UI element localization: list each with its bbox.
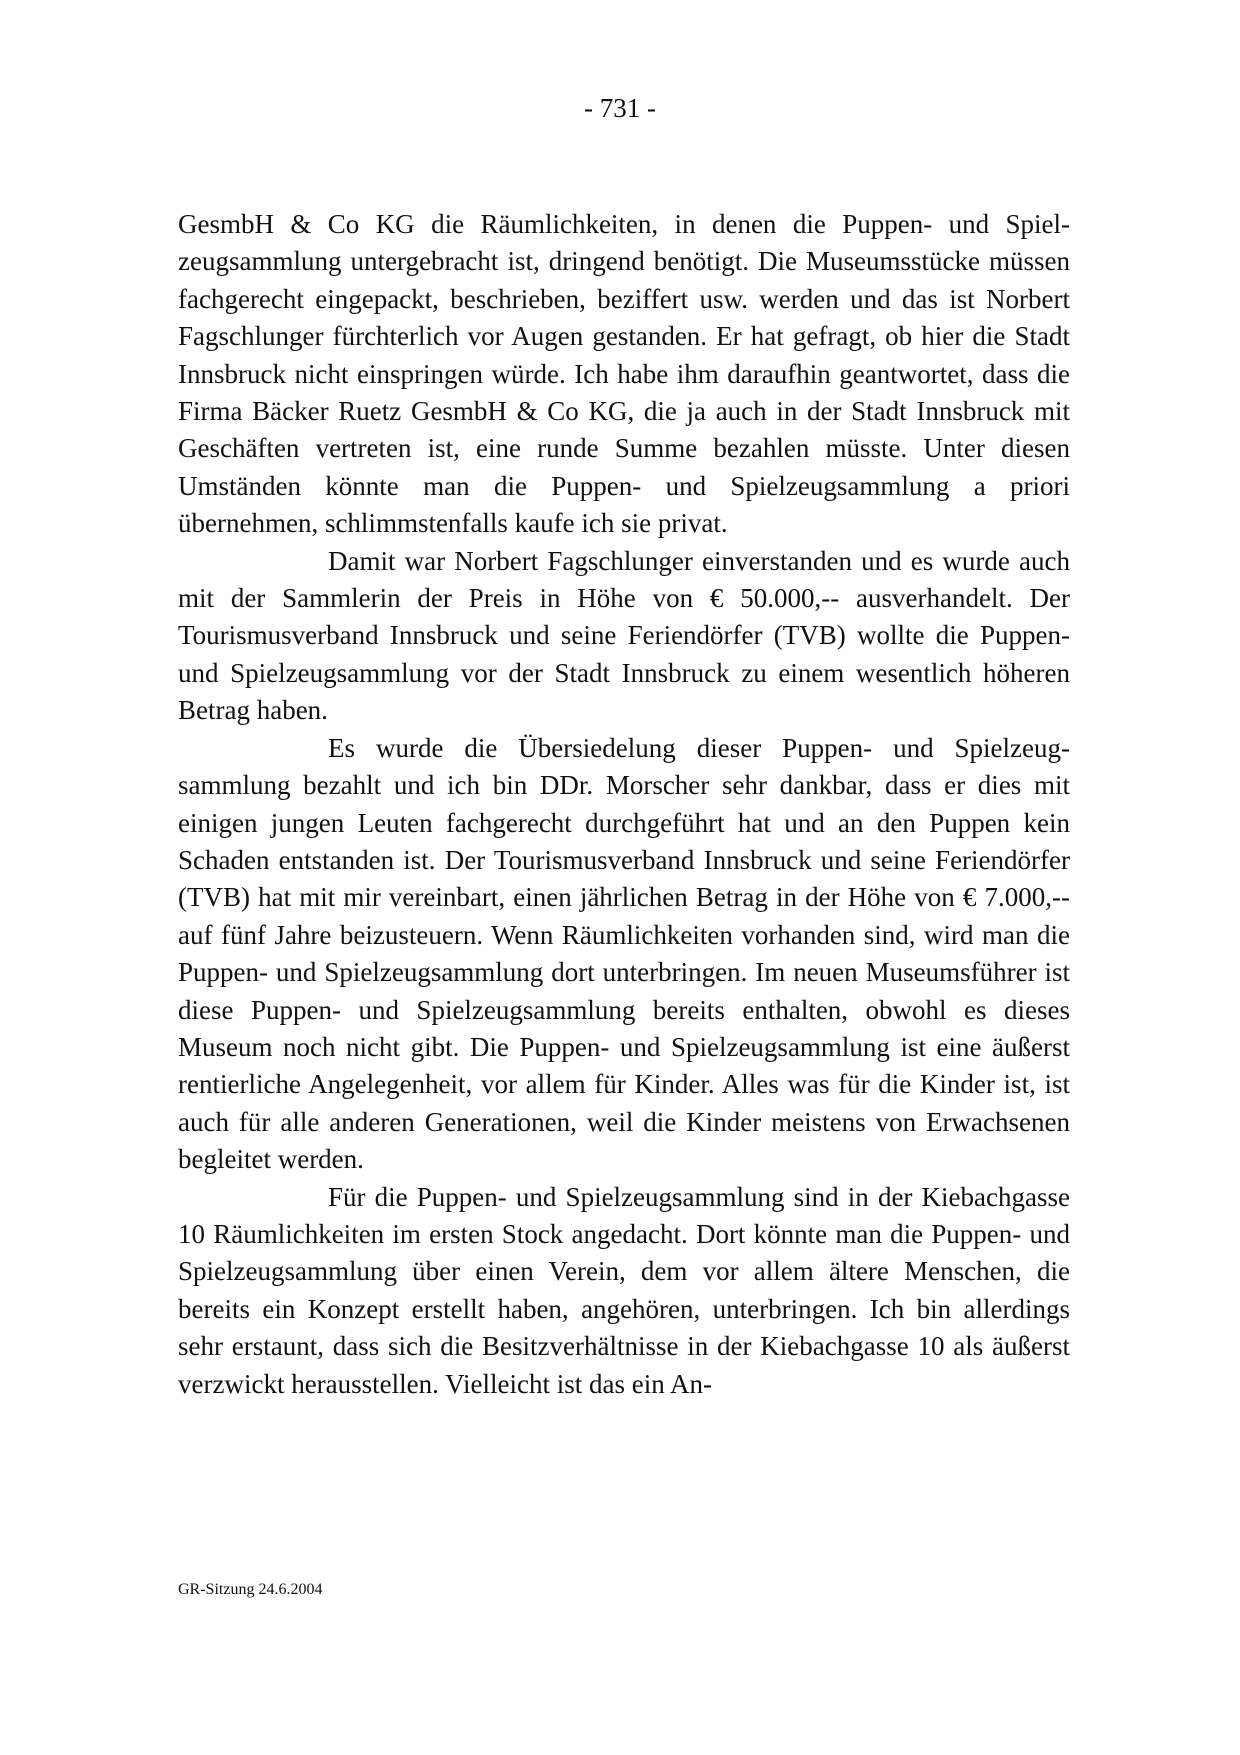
paragraph: Damit war Norbert Fagschlunger einverstanden und es wurde auch mit der Sammlerin der Preis in Höhe von € 50.000,-- ausverhandelt. Der Tourismusverband Innsbruck und seine Feriendörfer (TVB) wollte die Puppen- und Spielzeugsammlung vor der Stadt Innsbruck zu einem wesentlich höheren Betrag haben. — [178, 545, 1070, 726]
page-number: - 731 - — [584, 93, 656, 123]
paragraph: Es wurde die Übersiedelung dieser Puppen- und Spielzeugsammlung bezahlt und ich bin DDr. Morscher sehr dankbar, dass er dies mit einigen jungen Leuten fachgerecht durchgeführt hat und an den Puppen kein Schaden entstanden ist. Der Tourismusverband Innsbruck und seine Feriendörfer (TVB) hat mit mir vereinbart, einen jährlichen Betrag in der Höhe von € 7.000,-- auf fünf Jahre beizusteuern. Wenn Räumlichkeiten vorhanden sind, wird man die Puppen- und Spielzeugsammlung dort unterbringen. Im neuen Museumsführer ist diese Puppen- und Spielzeugsammlung bereits enthalten, obwohl es dieses Museum noch nicht gibt. Die Puppen- und Spielzeugsammlung ist eine äußerst rentierliche Angelegenheit, vor allem für Kinder. Alles was für die Kinder ist, ist auch für alle anderen Generationen, weil die Kinder meistens von Erwachsenen begleitet werden. — [178, 732, 1070, 1175]
footer-session-date: GR-Sitzung 24.6.2004 — [178, 1581, 323, 1598]
body-text — [178, 206, 1070, 1403]
paragraph: GesmbH & Co KG die Räumlichkeiten, in denen die Puppen- und Spielzeugsammlung untergebracht ist, dringend benötigt. Die Museumsstücke müssen fachgerecht eingepackt, beschrieben, beziffert usw. werden und das ist Norbert Fagschlunger fürchterlich vor Augen gestanden. Er hat gefragt, ob hier die Stadt Innsbruck nicht einspringen würde. Ich habe ihm daraufhin geantwortet, dass die Firma Bäcker Ruetz GesmbH & Co KG, die ja auch in der Stadt Innsbruck mit Geschäften vertreten ist, eine runde Summe bezahlen müsste. Unter diesen Umständen könnte man die Puppen- und Spielzeugsammlung a priori übernehmen, schlimmstenfalls kaufe ich sie privat. — [178, 209, 1070, 539]
paragraph: Für die Puppen- und Spielzeugsammlung sind in der Kiebachgasse 10 Räumlichkeiten im ersten Stock angedacht. Dort könnte man die Puppen- und Spielzeugsammlung über einen Verein, dem vor allem ältere Menschen, die bereits ein Konzept erstellt haben, angehören, unterbringen. Ich bin allerdings sehr erstaunt, dass sich die Besitzverhältnisse in der Kiebachgasse 10 als äußerst verzwickt herausstellen. Vielleicht ist das ein An- — [178, 1181, 1070, 1399]
